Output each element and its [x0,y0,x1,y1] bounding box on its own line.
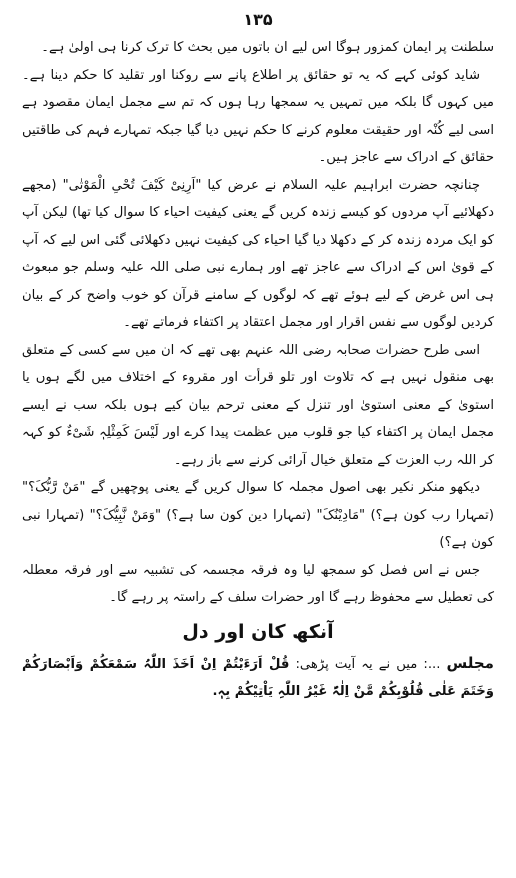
body-text [22,34,494,706]
paragraph-5: دیکھو منکر نکیر بھی اصول مجملہ کا سوال کریں گے یعنی پوچھیں گے "مَنْ رَّبُّکَ؟" (تمہارا رب کون ہے؟) "مَادِیْنُکَ" (تمہارا دین کون سا ہے؟) "وَمَنْ نَّبِیُّکَ؟" (تمہارا نبی کون ہے؟) [22,480,494,550]
majlis-paragraph [22,650,494,706]
paragraph-6: جس نے اس فصل کو سمجھ لیا وہ فرقہ مجسمہ کی تشبیہ سے اور فرقہ معطلہ کی تعطیل سے محفوظ رہے گا اور حضرات سلف کے راستہ پر رہے گا۔ [22,562,494,605]
majlis-intro: ...: میں نے یہ آیت پڑھی: [295,656,441,672]
section-heading: آنکھ کان اور دل [182,620,334,643]
page-number: ۱۳۵ [243,10,273,29]
paragraph-3: چنانچہ حضرت ابراہیم علیہ السلام نے عرض کیا "اَرِنِیْ کَیْفَ تُحْیِ الْمَوْتٰی" (مجھے دکھلائیے آپ مردوں کو کیسے زندہ کریں گے یعنی کیفیت احیاء کا سوال کیا تھا) لیکن آپ کو ایک مردہ زندہ کر کے دکھلا دیا گیا احیاء کی کیفیت نہیں دکھلائی گئی اس لیے کہ آپ کے قویٰ اس کے ادراک سے عاجز تھے اور ہمارے نبی صلی اللہ علیہ وسلم جو مبعوث ہی اس غرض کے لیے ہوئے تھے کہ لوگوں کے سامنے قرآن کو خوب واضح کر کے بیان کردیں لوگوں سے نفس اقرار اور مجمل اعتقاد پر اکتفاء فرماتے تھے۔ [22,177,494,330]
quran-verse: قُلْ اَرَءَیْتُمْ اِنْ اَخَذَ اللّٰہُ سَمْعَکُمْ وَاَبْصَارَکُمْ وَخَتَمَ عَلٰی قُلُوْبِکُمْ مَّنْ اِلٰہٌ غَیْرُ اللّٰہِ یَاْتِیْکُمْ بِہٖ. [22,656,494,699]
paragraph-1: سلطنت پر ایمان کمزور ہوگا اس لیے ان باتوں میں بحث کا ترک کرنا ہی اولیٰ ہے۔ [41,40,494,55]
paragraph-4: اسی طرح حضرات صحابہ رضی اللہ عنہم بھی تھے کہ ان میں سے کسی کے متعلق بھی منقول نہیں ہے کہ تلاوت اور تلو قرأت اور مقروء کے اختلاف میں لگے ہوں یا استویٰ کے معنی استویٰ اور تنزل کے معنی ترحم بیان کیے ہوں بلکہ سب نے ایسے مجمل ایمان پر اکتفاء کیا جو قلوب میں عظمت پیدا کرے اور لَیْسَ کَمِثْلِہٖ شَیْءٌ کو کہہ کر اللہ رب العزت کے متعلق خیال آرائی کرنے سے باز رہے۔ [22,342,494,468]
paragraph-2: شاید کوئی کہے کہ یہ تو حقائق پر اطلاع پانے سے روکنا اور تقلید کا حکم دینا ہے۔ میں کہوں گا بلکہ میں تمہیں یہ سمجھا رہا ہوں کہ تم سے مجمل ایمان مقصود ہے اسی لیے کُنْہ اور حقیقت معلوم کرنے کا حکم نہیں دیا گیا جبکہ تمہارے فہم کی طاقتیں حقائق کے ادراک سے عاجز ہیں۔ [22,67,494,165]
majlis-label: مجلس [446,653,494,672]
